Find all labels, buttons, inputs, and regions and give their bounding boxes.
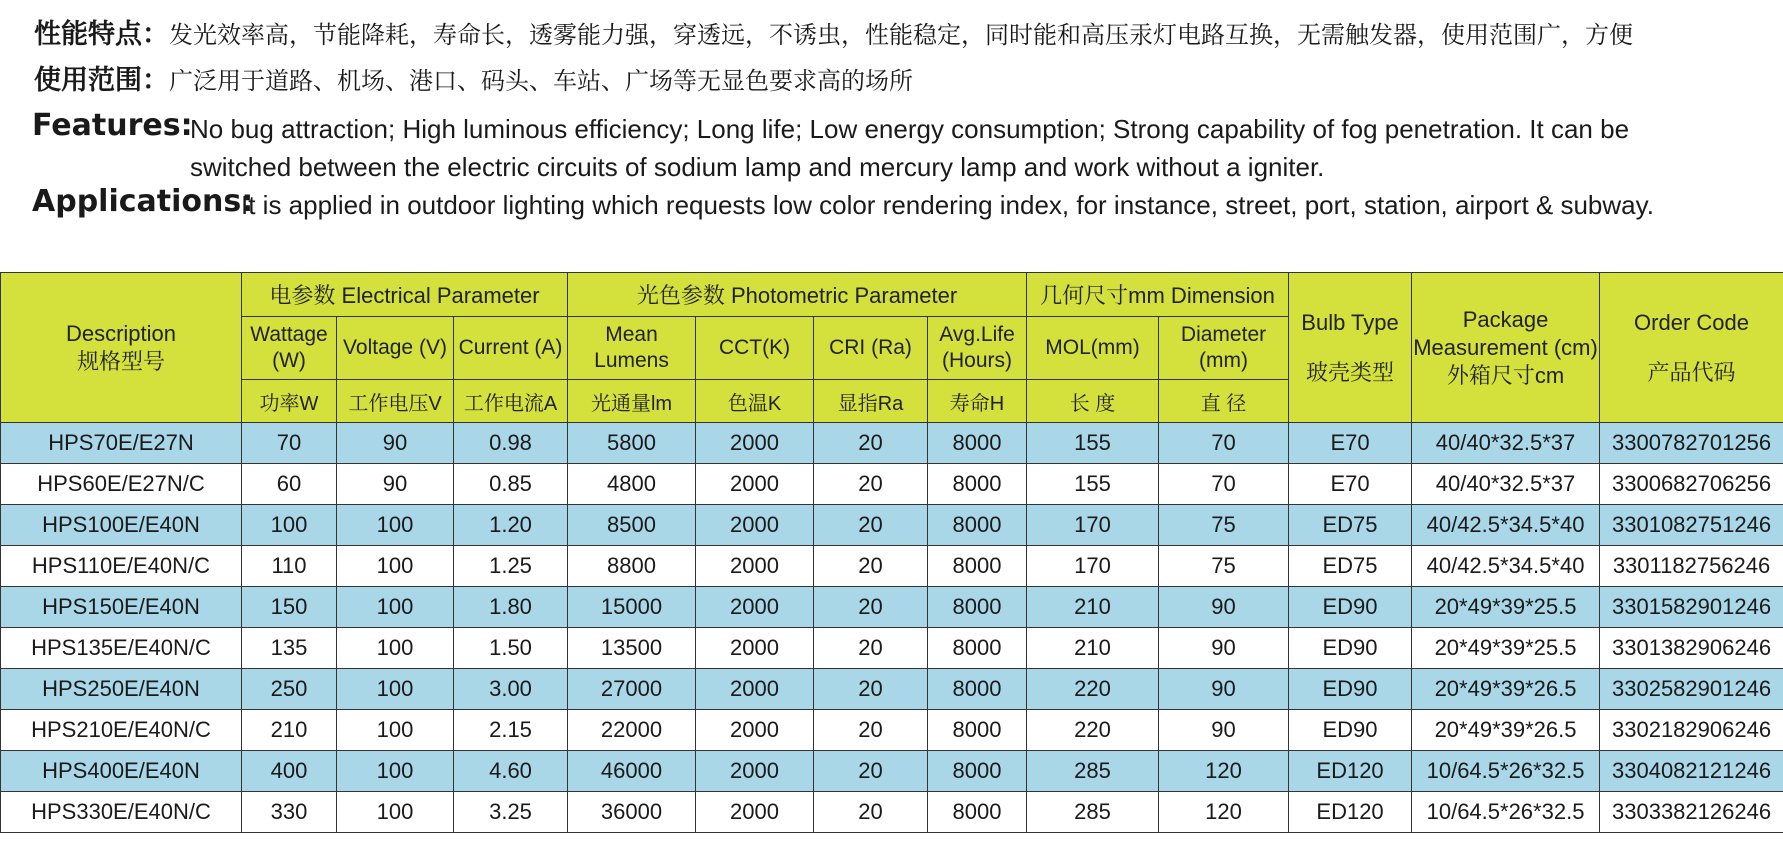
current-cell: 0.98 bbox=[454, 423, 568, 464]
avg-life-cell: 8000 bbox=[928, 587, 1027, 628]
cri-cell: 20 bbox=[814, 669, 928, 710]
mol-cell: 220 bbox=[1027, 710, 1159, 751]
diameter-cell: 90 bbox=[1159, 628, 1289, 669]
avg-life-cell: 8000 bbox=[928, 546, 1027, 587]
cct-cell: 2000 bbox=[696, 546, 814, 587]
bulb-type-cell: ED75 bbox=[1289, 546, 1412, 587]
package-en: Package Measurement (cm) bbox=[1413, 306, 1598, 360]
avg-life-cell: 8000 bbox=[928, 464, 1027, 505]
bulb-type-cell: ED90 bbox=[1289, 628, 1412, 669]
voltage-cell: 100 bbox=[337, 546, 454, 587]
wattage-cell: 100 bbox=[242, 505, 337, 546]
order-code-cell: 3304082121246 bbox=[1600, 751, 1783, 792]
mean-lumens-cell: 22000 bbox=[568, 710, 696, 751]
current-cell: 2.15 bbox=[454, 710, 568, 751]
current-cell: 4.60 bbox=[454, 751, 568, 792]
cri-cell: 20 bbox=[814, 505, 928, 546]
cn-applications-label: 使用范围： bbox=[34, 65, 169, 96]
description-cell: HPS110E/E40N/C bbox=[1, 546, 242, 587]
cct-cell: 2000 bbox=[696, 505, 814, 546]
wattage-cell: 210 bbox=[242, 710, 337, 751]
bulb-type-cell: ED120 bbox=[1289, 751, 1412, 792]
avg-life-cell: 8000 bbox=[928, 710, 1027, 751]
bulb-type-cell: ED75 bbox=[1289, 505, 1412, 546]
mol-cell: 170 bbox=[1027, 505, 1159, 546]
mol-cell: 285 bbox=[1027, 792, 1159, 833]
cn-applications-line bbox=[34, 58, 913, 97]
mol-cell: 220 bbox=[1027, 669, 1159, 710]
avg-life-cell: 8000 bbox=[928, 792, 1027, 833]
order-code-cell: 3302582901246 bbox=[1600, 669, 1783, 710]
mol-cell: 155 bbox=[1027, 464, 1159, 505]
wattage-cell: 110 bbox=[242, 546, 337, 587]
voltage-cell: 100 bbox=[337, 587, 454, 628]
order-code-cell: 3301382906246 bbox=[1600, 628, 1783, 669]
cct-cell: 2000 bbox=[696, 669, 814, 710]
diameter-header: Diameter (mm) bbox=[1159, 317, 1289, 380]
bulb-type-cell: E70 bbox=[1289, 423, 1412, 464]
description-cell: HPS70E/E27N bbox=[1, 423, 242, 464]
cri-cn-header: 显指Ra bbox=[814, 380, 928, 423]
cct-cell: 2000 bbox=[696, 464, 814, 505]
cct-cell: 2000 bbox=[696, 710, 814, 751]
voltage-cell: 100 bbox=[337, 628, 454, 669]
wattage-cell: 150 bbox=[242, 587, 337, 628]
diameter-cell: 120 bbox=[1159, 751, 1289, 792]
en-applications-line bbox=[32, 184, 253, 219]
description-en: Description bbox=[65, 320, 177, 346]
current-cell: 1.25 bbox=[454, 546, 568, 587]
current-cell: 0.85 bbox=[454, 464, 568, 505]
wattage-cell: 330 bbox=[242, 792, 337, 833]
wattage-cell: 400 bbox=[242, 751, 337, 792]
lumens-cn-header: 光通量lm bbox=[568, 380, 696, 423]
table-row bbox=[1, 669, 1783, 710]
table-row bbox=[1, 751, 1783, 792]
package-cell: 40/40*32.5*37 bbox=[1412, 464, 1600, 505]
order-code-cell: 3301582901246 bbox=[1600, 587, 1783, 628]
avg-life-cell: 8000 bbox=[928, 628, 1027, 669]
table-row bbox=[1, 587, 1783, 628]
mean-lumens-cell: 46000 bbox=[568, 751, 696, 792]
table-row bbox=[1, 628, 1783, 669]
diameter-cell: 90 bbox=[1159, 710, 1289, 751]
voltage-cell: 90 bbox=[337, 423, 454, 464]
table-row bbox=[1, 710, 1783, 751]
cri-cell: 20 bbox=[814, 464, 928, 505]
spec-table bbox=[0, 272, 1783, 833]
current-header: Current (A) bbox=[454, 317, 568, 380]
en-features-label: Features: bbox=[32, 108, 193, 143]
en-features-line bbox=[32, 108, 193, 143]
electrical-group-header: 电参数 Electrical Parameter bbox=[242, 273, 568, 317]
photometric-group-header: 光色参数 Photometric Parameter bbox=[568, 273, 1027, 317]
mean-lumens-cell: 4800 bbox=[568, 464, 696, 505]
description-cell: HPS135E/E40N/C bbox=[1, 628, 242, 669]
order-code-cell: 3303382126246 bbox=[1600, 792, 1783, 833]
description-cell: HPS60E/E27N/C bbox=[1, 464, 242, 505]
mean-lumens-cell: 5800 bbox=[568, 423, 696, 464]
current-cell: 3.25 bbox=[454, 792, 568, 833]
en-applications-text: It is applied in outdoor lighting which requests low color rendering index, for instance, street, port, station, airport & subway. bbox=[241, 190, 1654, 220]
order-code-cell: 3301082751246 bbox=[1600, 505, 1783, 546]
en-applications-label: Applications: bbox=[32, 184, 254, 219]
diameter-cell: 90 bbox=[1159, 669, 1289, 710]
order-code-cell: 3300782701256 bbox=[1600, 423, 1783, 464]
avg-life-cell: 8000 bbox=[928, 423, 1027, 464]
cri-cell: 20 bbox=[814, 423, 928, 464]
description-cell: HPS330E/E40N/C bbox=[1, 792, 242, 833]
cct-cell: 2000 bbox=[696, 423, 814, 464]
mean-lumens-cell: 13500 bbox=[568, 628, 696, 669]
order-code-header bbox=[1600, 273, 1783, 423]
mol-cell: 285 bbox=[1027, 751, 1159, 792]
description-cell: HPS150E/E40N bbox=[1, 587, 242, 628]
voltage-cell: 100 bbox=[337, 751, 454, 792]
order-code-en: Order Code bbox=[1634, 309, 1749, 335]
cn-features-text: 发光效率高，节能降耗，寿命长，透雾能力强，穿透远，不诱虫，性能稳定，同时能和高压汞灯电路互换，无需触发器，使用范围广，方便 bbox=[169, 21, 1633, 49]
dimension-group-header: 几何尺寸mm Dimension bbox=[1027, 273, 1289, 317]
diameter-cell: 70 bbox=[1159, 423, 1289, 464]
voltage-cell: 100 bbox=[337, 669, 454, 710]
wattage-cell: 135 bbox=[242, 628, 337, 669]
cri-cell: 20 bbox=[814, 792, 928, 833]
current-cell: 1.20 bbox=[454, 505, 568, 546]
cct-header: CCT(K) bbox=[696, 317, 814, 380]
bulb-type-en: Bulb Type bbox=[1301, 309, 1399, 335]
description-cn: 规格型号 bbox=[76, 348, 165, 374]
order-code-cell: 3300682706256 bbox=[1600, 464, 1783, 505]
mol-cell: 210 bbox=[1027, 628, 1159, 669]
diameter-cell: 75 bbox=[1159, 546, 1289, 587]
voltage-cell: 100 bbox=[337, 710, 454, 751]
wattage-cn-header: 功率W bbox=[242, 380, 337, 423]
cri-cell: 20 bbox=[814, 751, 928, 792]
voltage-header: Voltage (V) bbox=[337, 317, 454, 380]
diameter-cell: 70 bbox=[1159, 464, 1289, 505]
current-cn-header: 工作电流A bbox=[454, 380, 568, 423]
description-cell: HPS100E/E40N bbox=[1, 505, 242, 546]
mean-lumens-header: Mean Lumens bbox=[568, 317, 696, 380]
avg-life-cell: 8000 bbox=[928, 751, 1027, 792]
bulb-type-header bbox=[1289, 273, 1412, 423]
current-cell: 1.50 bbox=[454, 628, 568, 669]
cn-features-label: 性能特点： bbox=[34, 19, 169, 50]
avg-life-header: Avg.Life (Hours) bbox=[928, 317, 1027, 380]
cn-applications-text: 广泛用于道路、机场、港口、码头、车站、广场等无显色要求高的场所 bbox=[169, 67, 913, 95]
avg-life-cell: 8000 bbox=[928, 669, 1027, 710]
table-row bbox=[1, 464, 1783, 505]
package-cell: 10/64.5*26*32.5 bbox=[1412, 792, 1600, 833]
cri-cell: 20 bbox=[814, 710, 928, 751]
package-cell: 20*49*39*26.5 bbox=[1412, 710, 1600, 751]
mean-lumens-cell: 36000 bbox=[568, 792, 696, 833]
current-cell: 3.00 bbox=[454, 669, 568, 710]
description-cell: HPS400E/E40N bbox=[1, 751, 242, 792]
package-cell: 10/64.5*26*32.5 bbox=[1412, 751, 1600, 792]
cri-cell: 20 bbox=[814, 628, 928, 669]
wattage-cell: 60 bbox=[242, 464, 337, 505]
table-row bbox=[1, 792, 1783, 833]
spec-table-body bbox=[1, 423, 1783, 833]
diameter-cn-header: 直 径 bbox=[1159, 380, 1289, 423]
table-row bbox=[1, 505, 1783, 546]
diameter-cell: 75 bbox=[1159, 505, 1289, 546]
avg-life-cell: 8000 bbox=[928, 505, 1027, 546]
current-cell: 1.80 bbox=[454, 587, 568, 628]
cri-cell: 20 bbox=[814, 546, 928, 587]
wattage-cell: 70 bbox=[242, 423, 337, 464]
en-features-text-1: No bug attraction; High luminous efficiency; Long life; Low energy consumption; Strong capability of fog penetration. It can be bbox=[190, 114, 1630, 144]
package-header bbox=[1412, 273, 1600, 423]
package-cell: 20*49*39*26.5 bbox=[1412, 669, 1600, 710]
wattage-cell: 250 bbox=[242, 669, 337, 710]
mean-lumens-cell: 8800 bbox=[568, 546, 696, 587]
package-cell: 20*49*39*25.5 bbox=[1412, 587, 1600, 628]
cct-cn-header: 色温K bbox=[696, 380, 814, 423]
mean-lumens-cell: 8500 bbox=[568, 505, 696, 546]
cct-cell: 2000 bbox=[696, 751, 814, 792]
order-code-cn: 产品代码 bbox=[1647, 359, 1736, 385]
table-row bbox=[1, 546, 1783, 587]
mol-cell: 155 bbox=[1027, 423, 1159, 464]
cn-features-line bbox=[34, 12, 1633, 51]
mol-header: MOL(mm) bbox=[1027, 317, 1159, 380]
bulb-type-cell: E70 bbox=[1289, 464, 1412, 505]
voltage-cell: 100 bbox=[337, 505, 454, 546]
mol-cell: 170 bbox=[1027, 546, 1159, 587]
diameter-cell: 120 bbox=[1159, 792, 1289, 833]
description-header bbox=[1, 273, 242, 423]
life-cn-header: 寿命H bbox=[928, 380, 1027, 423]
bulb-type-cell: ED90 bbox=[1289, 587, 1412, 628]
package-cell: 20*49*39*25.5 bbox=[1412, 628, 1600, 669]
description-cell: HPS250E/E40N bbox=[1, 669, 242, 710]
en-features-text-2: switched between the electric circuits of sodium lamp and mercury lamp and work without a igniter. bbox=[190, 152, 1325, 182]
wattage-header: Wattage (W) bbox=[242, 317, 337, 380]
order-code-cell: 3301182756246 bbox=[1600, 546, 1783, 587]
cri-cell: 20 bbox=[814, 587, 928, 628]
bulb-type-cell: ED90 bbox=[1289, 669, 1412, 710]
mol-cn-header: 长 度 bbox=[1027, 380, 1159, 423]
voltage-cn-header: 工作电压V bbox=[337, 380, 454, 423]
diameter-cell: 90 bbox=[1159, 587, 1289, 628]
mol-cell: 210 bbox=[1027, 587, 1159, 628]
mean-lumens-cell: 15000 bbox=[568, 587, 696, 628]
cct-cell: 2000 bbox=[696, 628, 814, 669]
table-row bbox=[1, 423, 1783, 464]
description-cell: HPS210E/E40N/C bbox=[1, 710, 242, 751]
package-cell: 40/40*32.5*37 bbox=[1412, 423, 1600, 464]
bulb-type-cn: 玻壳类型 bbox=[1306, 359, 1395, 385]
voltage-cell: 100 bbox=[337, 792, 454, 833]
order-code-cell: 3302182906246 bbox=[1600, 710, 1783, 751]
package-cell: 40/42.5*34.5*40 bbox=[1412, 546, 1600, 587]
cri-header: CRI (Ra) bbox=[814, 317, 928, 380]
cct-cell: 2000 bbox=[696, 792, 814, 833]
package-cell: 40/42.5*34.5*40 bbox=[1412, 505, 1600, 546]
cct-cell: 2000 bbox=[696, 587, 814, 628]
package-cn: 外箱尺寸cm bbox=[1446, 362, 1565, 388]
voltage-cell: 90 bbox=[337, 464, 454, 505]
bulb-type-cell: ED120 bbox=[1289, 792, 1412, 833]
mean-lumens-cell: 27000 bbox=[568, 669, 696, 710]
bulb-type-cell: ED90 bbox=[1289, 710, 1412, 751]
